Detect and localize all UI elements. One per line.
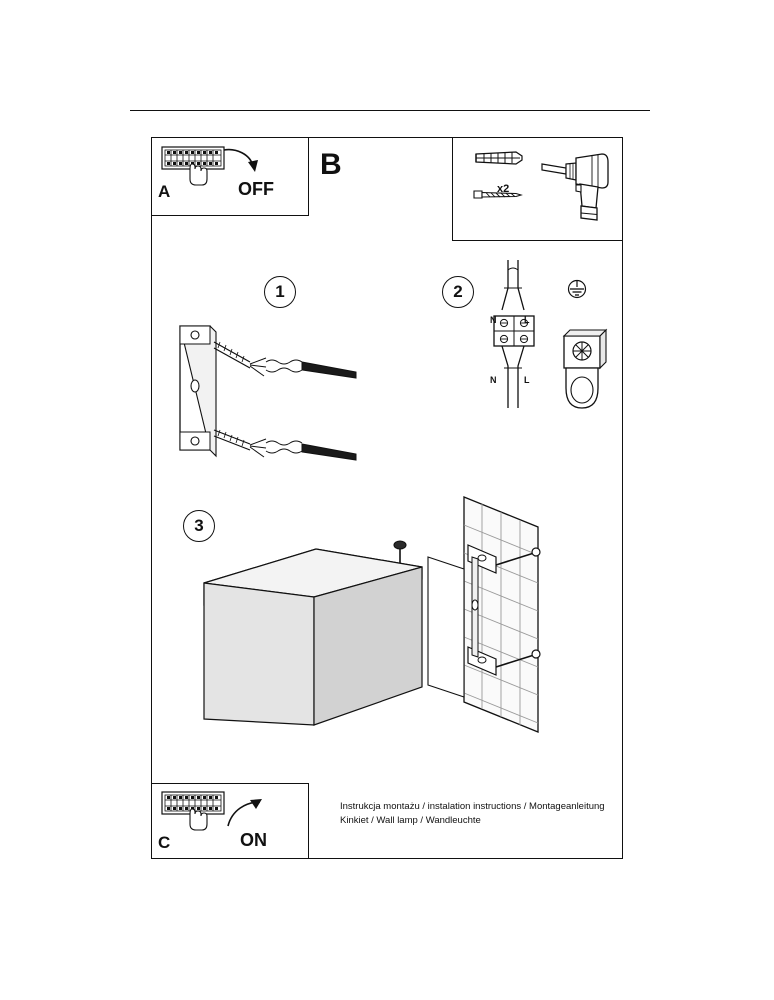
power-drill-icon bbox=[540, 144, 612, 232]
step-number-1: 1 bbox=[264, 276, 296, 308]
footer-line-2: Kinkiet / Wall lamp / Wandleuchte bbox=[340, 815, 481, 826]
terminal-label-n-top: N bbox=[490, 315, 497, 325]
terminal-label-l-bottom: L bbox=[524, 375, 530, 385]
panel-a-letter: A bbox=[158, 182, 171, 201]
bracket-and-wires-diagram bbox=[170, 318, 400, 488]
panel-b-quantity-label: x2 bbox=[497, 183, 510, 195]
step-number-2: 2 bbox=[442, 276, 474, 308]
panel-a-action-label: OFF bbox=[238, 179, 274, 199]
panel-c-action-label: ON bbox=[240, 830, 267, 850]
panel-c-letter: C bbox=[158, 833, 171, 852]
step-number-3: 3 bbox=[183, 510, 215, 542]
panel-b-letter: B bbox=[320, 148, 342, 181]
up-arrow-icon-c bbox=[224, 798, 264, 832]
lamp-connector-icon bbox=[556, 320, 616, 424]
down-arrow-icon-a bbox=[222, 146, 262, 180]
top-divider-rule bbox=[130, 110, 650, 111]
wall-plug-icon bbox=[472, 146, 528, 170]
terminal-label-n-bottom: N bbox=[490, 375, 497, 385]
terminal-label-l-top: L bbox=[524, 315, 530, 325]
footer-instructions bbox=[340, 800, 620, 828]
earth-ground-icon bbox=[558, 278, 596, 308]
footer-line-1: Instrukcja montażu / instalation instructions / Montageanleitung bbox=[340, 801, 605, 812]
cube-lamp-wall-mount-diagram bbox=[196, 487, 566, 742]
top-screw-icon bbox=[394, 541, 406, 563]
terminal-block-diagram bbox=[478, 258, 558, 458]
